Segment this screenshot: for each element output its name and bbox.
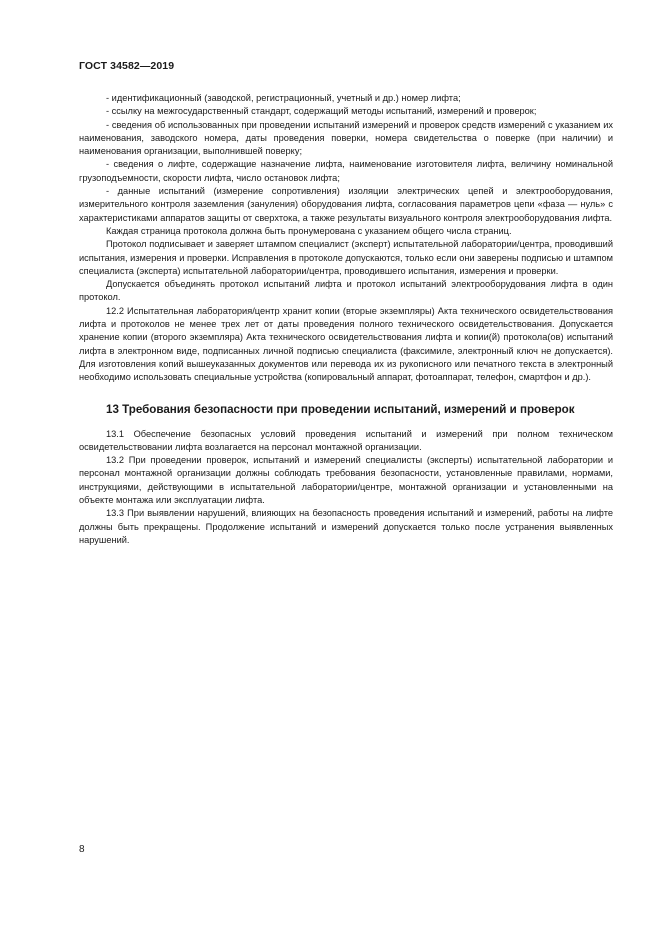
paragraph-13-1: 13.1 Обеспечение безопасных условий проведения испытаний и измерений при полном техническом освидетельствовании лифта возлагается на персонал монтажной организации. [79,428,613,452]
document-header: ГОСТ 34582—2019 [79,60,175,72]
paragraph-13-3: 13.3 При выявлении нарушений, влияющих на безопасность проведения испытаний и измерений, работы на лифте должны быть прекращены. Продолжение испытаний и измерений допускается только после устранения выявленных нарушений. [79,508,613,545]
list-item-insulation-tests: - данные испытаний (измерение сопротивления) изоляции электрических цепей и электрооборудования, измерительного контроля заземления (зануления) оборудования лифта, согласования параметров цепи «фаза — нуль» с характеристиками аппаратов защиты от сверхтока, а также результаты визуального контроля электрооборудования лифта. [79,186,613,223]
document-body [79,92,613,547]
list-item-measuring-instruments: - сведения об использованных при проведении испытаний измерений и проверок средств измерений с указанием их наименования, заводского номера, даты проведения поверки, номера свидетельства о поверке (при наличии) и наименования организации, выполнившей поверку; [79,119,613,157]
paragraph-protocol-signing: Протокол подписывает и заверяет штампом специалист (эксперт) испытательной лаборатории/центра, проводивший испытания, измерения и проверки. Исправления в протоколе допускаются, только если они заверены подписью и штампом специалиста (эксперта) испытательной лаборатории/центра, проводившего испытания, измерения и проверки. [79,239,613,276]
paragraph-13-2: 13.2 При проведении проверок, испытаний и измерений специалисты (эксперты) испытательной лаборатории и персонал монтажной организации должны соблюдать требования безопасности, установленные правилами, нормами, инструкциями, действующими в испытательной лаборатории/центре, монтажной организации и установленными на объекте монтажа или эксплуатации лифта. [79,455,613,506]
paragraph-12-2: 12.2 Испытательная лаборатория/центр хранит копии (вторые экземпляры) Акта технического освидетельствования лифта и протоколов не менее трех лет от даты проведения полного технического освидетельствования. Допускается хранение копии (второго экземпляра) Акта технического освидетельствования лифта и копии(й) протокола(ов) испытаний лифта в электронном виде, подписанных личной подписью специалиста (факсимиле, электронный ключ не допускается). Для изготовления копий вышеуказанных документов или перевода их из рукописного или печатного текста в электронный необходимо использовать специальные устройства (копировальный аппарат, фотоаппарат, телефон, смартфон и др.). [79,305,613,383]
list-item-id-number: - идентификационный (заводской, регистрационный, учетный и др.) номер лифта; [106,93,461,103]
list-item-standard-reference: - ссылку на межгосударственный стандарт, содержащий методы испытаний, измерений и проверок; [106,106,537,117]
page-number: 8 [79,844,85,855]
list-item-lift-info: - сведения о лифте, содержащие назначение лифта, наименование изготовителя лифта, величину номинальной грузоподъемности, скорости лифта, число остановок лифта; [79,159,613,183]
paragraph-page-numbering: Каждая страница протокола должна быть пронумерована с указанием общего числа страниц. [106,225,512,236]
section-title-13: 13 Требования безопасности при проведении испытаний, измерений и проверок [106,402,575,416]
paragraph-protocol-merge: Допускается объединять протокол испытаний лифта и протокол испытаний электрооборудования лифта в один протокол. [79,279,613,303]
